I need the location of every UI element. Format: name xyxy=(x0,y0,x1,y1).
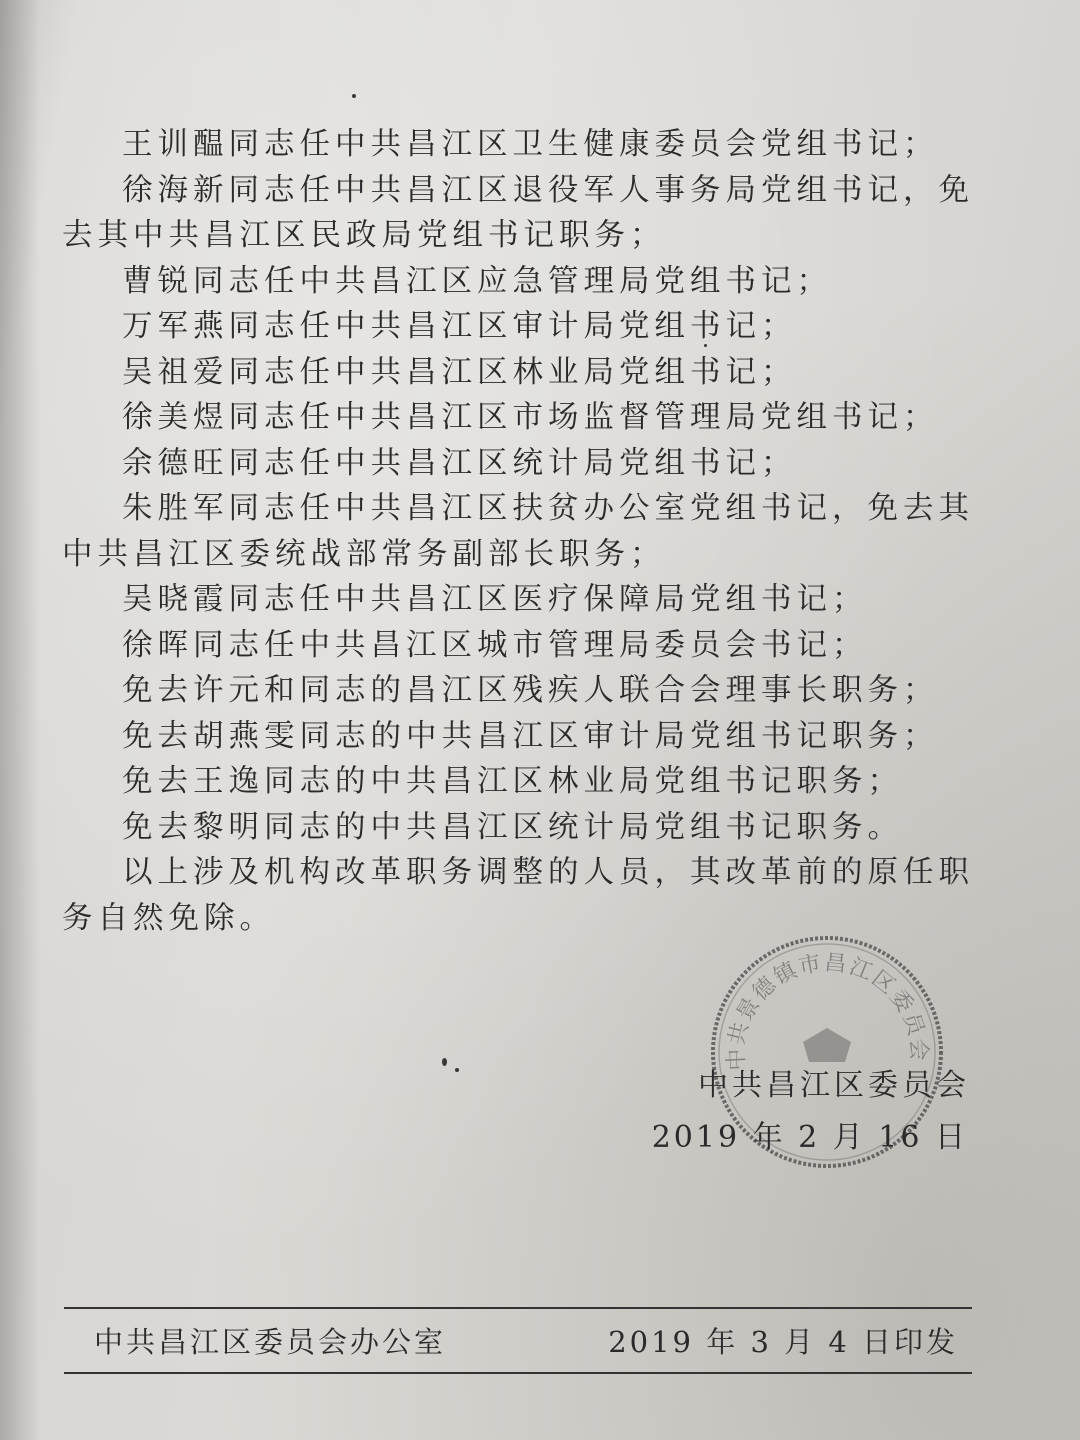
paragraph: 朱胜军同志任中共昌江区扶贫办公室党组书记，免去其中共昌江区委统战部常务副部长职务； xyxy=(62,491,974,572)
paragraph: 曹锐同志任中共昌江区应急管理局党组书记； xyxy=(122,263,832,299)
document-body xyxy=(62,122,982,941)
paragraph: 余德旺同志任中共昌江区统计局党组书记； xyxy=(122,445,797,481)
page-mark xyxy=(352,94,356,98)
seal-text: 中共景德镇市昌江区委员会 xyxy=(724,950,931,1072)
paragraph: 免去王逸同志的中共昌江区林业局党组书记职务； xyxy=(122,764,903,799)
paragraph: 徐晖同志任中共昌江区城市管理局委员会书记； xyxy=(122,627,868,663)
paragraph: 以上涉及机构改革职务调整的人员，其改革前的原任职务自然免除。 xyxy=(62,855,974,936)
paper-speck xyxy=(455,1068,459,1072)
paragraph: 免去胡燕雯同志的中共昌江区审计局党组书记职务； xyxy=(122,718,939,754)
paragraph: 吴祖爱同志任中共昌江区林业局党组书记； xyxy=(122,354,797,390)
sign-date: 2019 年 2 月 16 日 xyxy=(651,1120,968,1155)
paragraph: 王训醖同志任中共昌江区卫生健康委员会党组书记； xyxy=(122,127,939,162)
paragraph: 徐美煜同志任中共昌江区市场监督管理局党组书记； xyxy=(122,400,939,435)
footer-issue-date: 2019 年 3 月 4 日印发 xyxy=(608,1325,958,1359)
paragraph: 万军燕同志任中共昌江区审计局党组书记； xyxy=(122,309,797,344)
paragraph: 免去黎明同志的中共昌江区统计局党组书记职务。 xyxy=(122,809,903,845)
footer-issuer: 中共昌江区委员会办公室 xyxy=(94,1325,447,1359)
page-shadow xyxy=(0,0,40,1440)
paragraph: 免去许元和同志的昌江区残疾人联合会理事长职务； xyxy=(122,673,939,708)
signer: 中共昌江区委员会 xyxy=(698,1068,970,1103)
paper-speck xyxy=(704,344,707,347)
paragraph: 徐海新同志任中共昌江区退役军人事务局党组书记，免去其中共昌江区民政局党组书记职务； xyxy=(62,172,974,253)
seal-emblem xyxy=(803,1028,851,1062)
footer-divider-bottom xyxy=(64,1372,972,1374)
footer-divider-top xyxy=(64,1307,972,1309)
paragraph: 吴晓霞同志任中共昌江区医疗保障局党组书记； xyxy=(122,582,868,617)
paper-speck xyxy=(442,1058,447,1066)
